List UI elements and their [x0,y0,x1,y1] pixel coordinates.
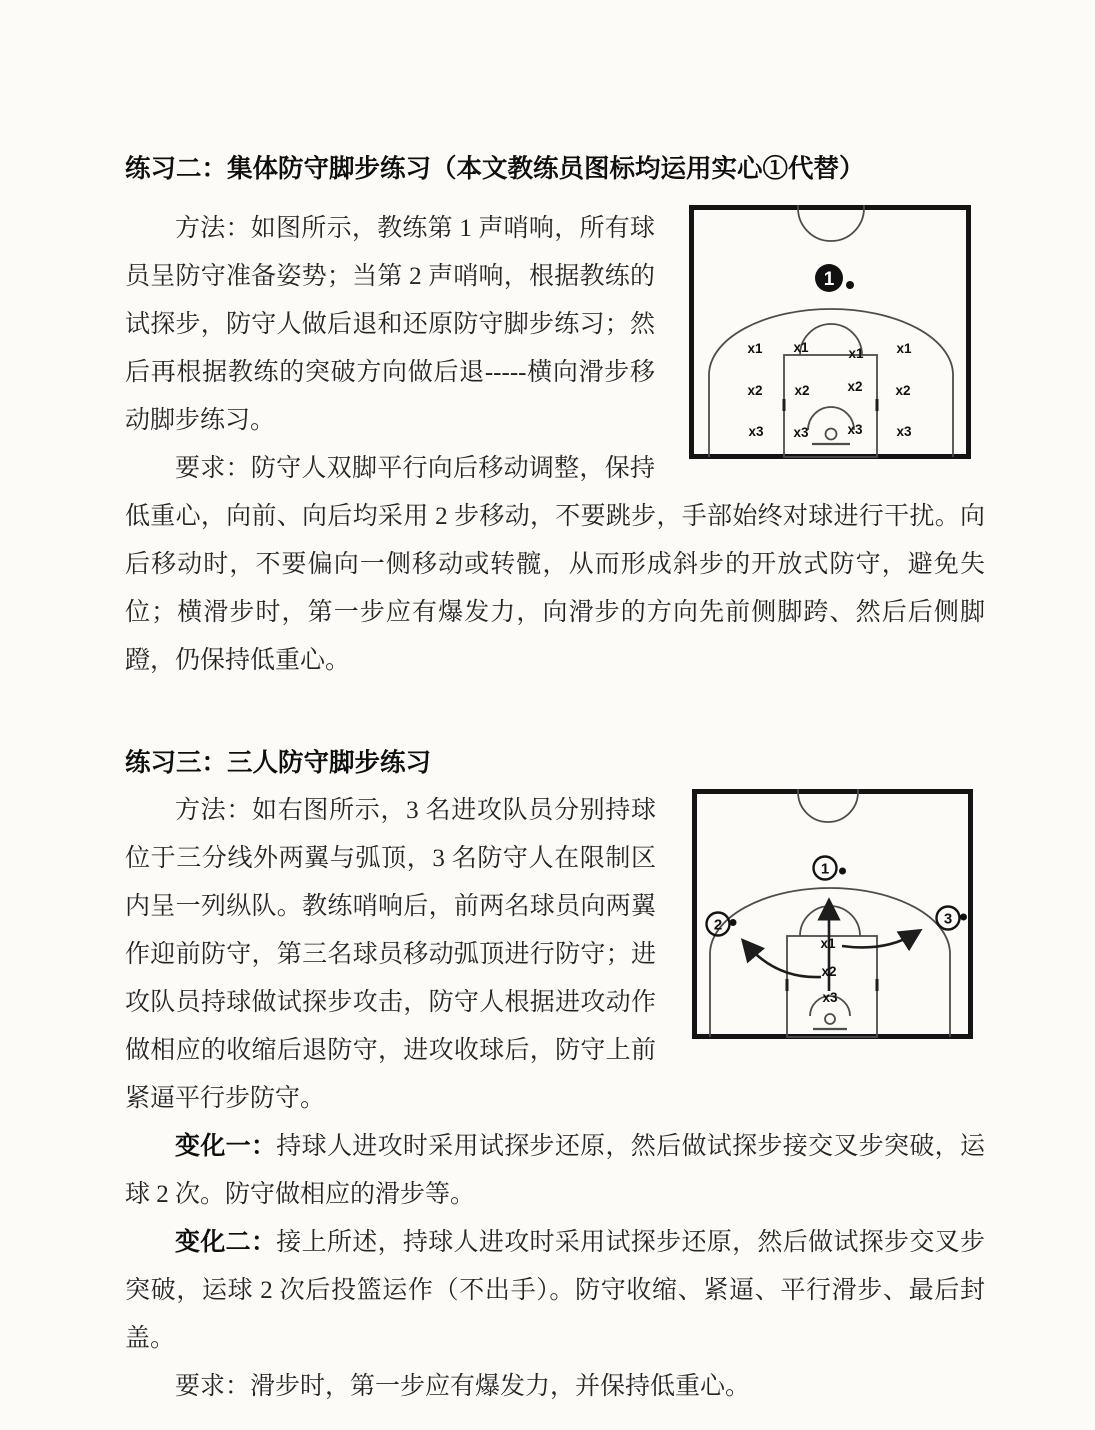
court-border [692,208,969,457]
exercise3-court-diagram [692,789,973,1039]
exercise3-section [125,739,985,1411]
exercise2-requirement-paragraph: 要求：防守人双脚平行向后移动调整，保持低重心，向前、向后均采用 2 步移动，不要跳步，手部始终对球进行干扰。向后移动时，不要偏向一侧移动或转髋，从而形成斜步的开放式防守，避免失位；横滑步时，第一步应有爆发力，向滑步的方向先前侧脚跨、然后后侧脚蹬，仍保持低重心。 [125,455,985,674]
ball-dot [839,868,846,875]
variation1-text: 持球人进攻时采用试探步还原，然后做试探步接交叉步突破，运球 2 次。防守做相应的滑步等。 [125,1133,985,1208]
exercise3-method-text: 方法：如右图所示，3 名进攻队员分别持球位于三分线外两翼与弧顶，3 名防守人在限制区内呈一列纵队。教练哨响后，前两名球员向两翼作迎前防守，第三名球员移动弧顶进行防守；进攻队员持球做试探步攻击，防守人根据进攻动作做相应的收缩后退防守，进攻收球后，防守上前紧逼平行步防守。 [125,797,656,1112]
ball-dot [730,919,737,926]
defender-marker: x1 [820,936,836,951]
exercise2-court-diagram [689,205,971,459]
attacker-label: 3 [943,910,953,928]
exercise2-heading: 练习二：集体防守脚步练习（本文教练员图标均运用实心①代替） [125,154,865,183]
key-rect [787,936,877,1037]
exercise2-method-paragraph [125,205,985,445]
three-point-line [709,309,953,457]
basket-rim [825,1014,835,1024]
key-rect [784,355,877,457]
defender-marker: x2 [794,383,810,398]
variation2-paragraph [125,1219,985,1363]
attacker-label: 1 [820,860,830,878]
defender-marker: x1 [793,340,809,355]
ball-dot [846,281,854,289]
halfcourt-diagram-1 [689,205,971,459]
variation2-text: 接上所述，持球人进攻时采用试探步还原，然后做试探步交叉步突破，运球 2 次后投篮运作（不出手）。防守收缩、紧逼、平行滑步、最后封盖。 [125,1229,985,1352]
attacker-label: 2 [713,916,723,934]
defender-marker: x3 [793,425,809,440]
variation1-paragraph [125,1123,985,1219]
defender-marker: x3 [748,424,764,439]
defender-marker: x1 [747,341,763,356]
ball-dot [960,914,967,921]
variation1-label: 变化一： [175,1133,277,1160]
exercise3-requirement-paragraph: 要求：滑步时，第一步应有爆发力，并保持低重心。 [175,1373,751,1400]
defender-marker: x3 [822,990,838,1005]
exercise3-heading: 练习三：三人防守脚步练习 [125,748,432,777]
basket-rim [826,429,837,440]
exercise2-method-text: 方法：如图所示，教练第 1 声哨响，所有球员呈防守准备姿势；当第 2 声哨响，根据教练的试探步，防守人做后退和还原防守脚步练习；然后再根据教练的突破方向做后退-----横向滑步移动脚步练习。 [125,215,655,434]
arrow-left [746,944,821,977]
defender-marker: x2 [747,383,763,398]
exercise3-method-paragraph [125,787,985,1123]
exercise2-section [125,145,985,685]
defender-marker: x2 [847,379,863,394]
defender-marker: x3 [896,424,912,439]
defender-marker: x1 [896,341,912,356]
coach-label: 1 [823,269,835,290]
defender-marker: x2 [895,383,911,398]
variation2-label: 变化二： [175,1229,277,1256]
defender-marker: x1 [848,346,864,361]
defender-marker: x3 [847,422,863,437]
center-circle [798,205,864,241]
halfcourt-diagram-2 [692,789,973,1039]
defender-marker: x2 [821,964,837,979]
